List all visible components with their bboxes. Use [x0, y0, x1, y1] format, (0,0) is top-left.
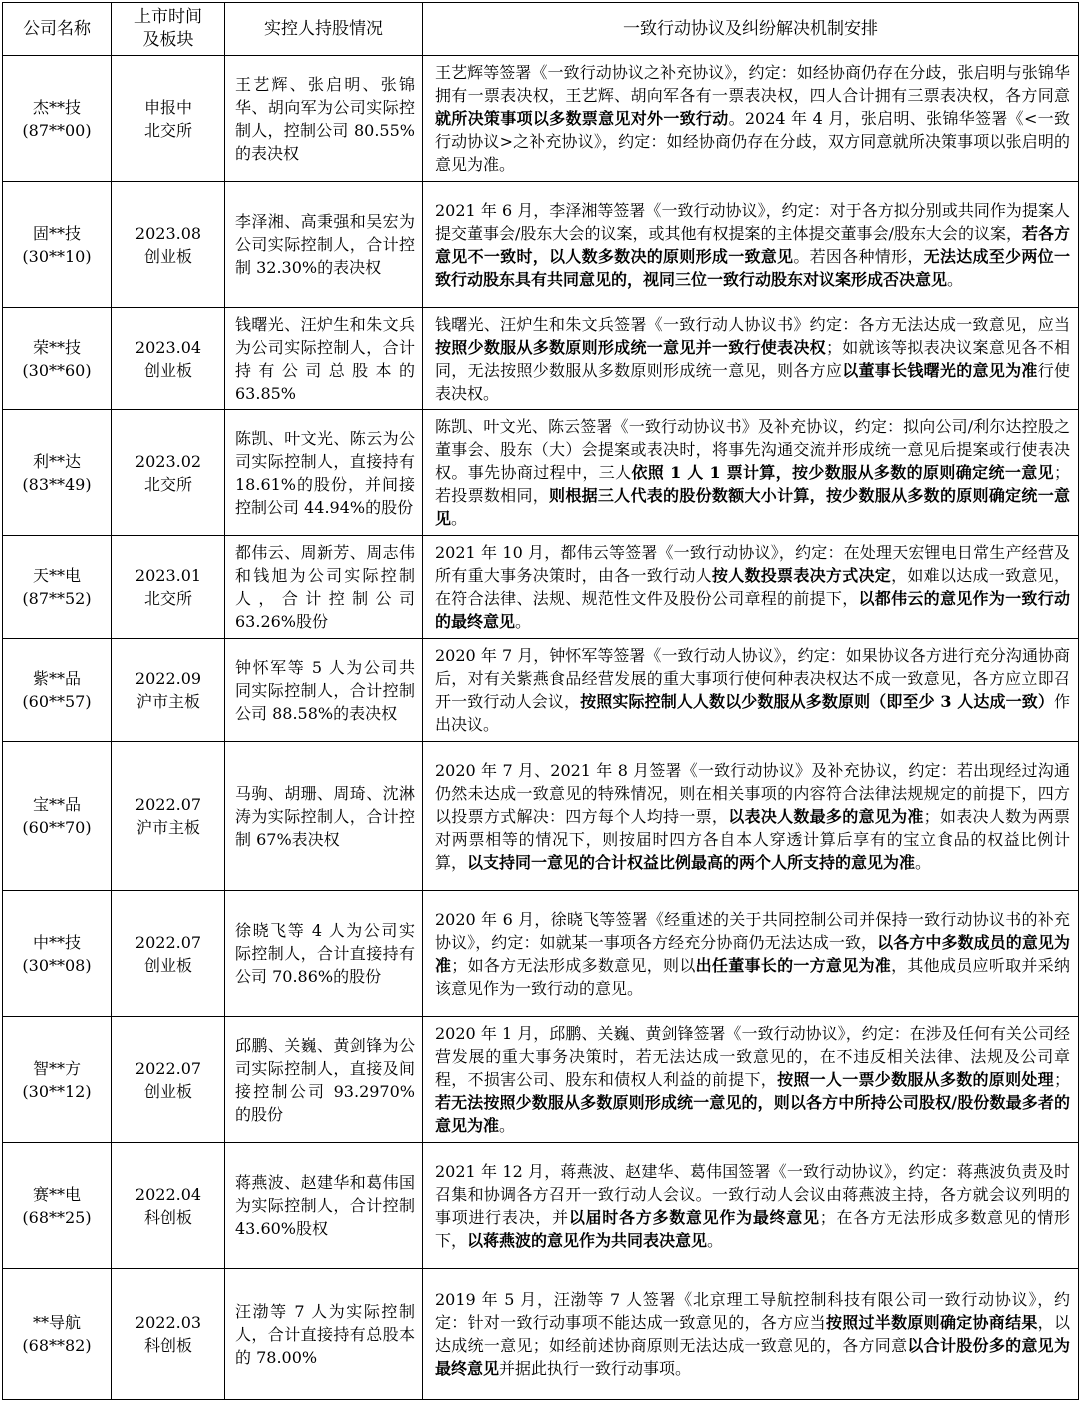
- agreement-text-bold: 以届时各方多数意见作为最终意见: [568, 1207, 820, 1227]
- listing-board: 北交所: [143, 474, 192, 494]
- table-row: [3, 891, 1079, 1017]
- agreement-text: 。: [515, 612, 532, 631]
- company-code: (60**70): [22, 818, 92, 837]
- holding-cell: 陈凯、叶文光、陈云为公司实际控制人，直接持有 18.61%的股份，并间接控制公司 44.94%的股份: [225, 410, 423, 536]
- holding-cell: 邱鹏、关巍、黄剑锋为公司实际控制人，直接及间接控制公司 93.2970%的股份: [225, 1017, 423, 1143]
- company-cell: [3, 742, 112, 891]
- agreement-cell: [423, 1017, 1079, 1143]
- agreement-text-bold: 按照过半数原则确定协商结果: [825, 1313, 1038, 1332]
- holding-cell: 都伟云、周新芳、周志伟和钱旭为公司实际控制人，合计控制公司 63.26%股份: [225, 536, 423, 639]
- holding-cell: 徐晓飞等 4 人为公司实际控制人，合计直接持有公司 70.86%的股份: [225, 891, 423, 1017]
- agreement-text: ；在各方无法形成多数意见的情形下，: [435, 1207, 1070, 1250]
- table-row: [3, 1143, 1079, 1269]
- agreement-text: 2020 年 7 月、2021 年 8 月签署《一致行动协议》及补充协议，约定：若出现经过沟通仍然未达成一致意见的特殊情况，则在相关事项的内容符合法律法规规定的前提下，四方以投票方式解决：四方每个人均持一票，: [435, 760, 1070, 826]
- company-cell: [3, 182, 112, 308]
- listing-time: 2022.03: [134, 1313, 202, 1332]
- listing-board: 科创板: [143, 1336, 192, 1355]
- header-holding: 实控人持股情况: [225, 3, 423, 56]
- agreement-cell: [423, 308, 1079, 410]
- table-row: [3, 410, 1079, 536]
- agreement-text: 行使表决权。: [435, 360, 1070, 403]
- agreement-text: 。: [451, 509, 468, 528]
- agreement-text: ；若投票数相同，: [435, 463, 1070, 505]
- agreement-text: 2021 年 6 月，李泽湘等签署《一致行动协议》，约定：对于各方拟分别或共同作为提案人提交董事会/股东大会的议案，或其他有权提案的主体提交董事会/股东大会的议案，: [435, 200, 1070, 243]
- listing-time: 2022.07: [134, 1058, 202, 1078]
- agreement-text-bold: 就所决策事项以多数票意见对外一致行动: [435, 109, 729, 128]
- agreement-text: 。若因各种情形，: [793, 246, 924, 266]
- company-cell: [3, 1017, 112, 1143]
- listing-cell: [112, 742, 225, 891]
- agreement-text-bold: 若无法按照少数服从多数原则形成统一意见的，则以各方中所持公司股权/股份数最多者的意见为准: [435, 1093, 1070, 1135]
- agreement-text: 2020 年 1 月，邱鹏、关巍、黄剑锋签署《一致行动协议》，约定：在涉及任何有关公司经营发展的重大事务决策时，若无法达成一致意见的，在不违反相关法律、法规及公司章程，不损害公司、股东和债权人利益的前提下，: [435, 1024, 1070, 1089]
- agreement-text: 2020 年 7 月，钟怀军等签署《一致行动人协议》，约定：如果协议各方进行充分沟通协商后，对有关紫燕食品经营发展的重大事项行使何种表决权达不成一致意见，各方应立即召开一致行动人会议，: [435, 646, 1070, 711]
- agreement-text: ，其他成员应听取并采纳该意见作为一致行动的意见。: [435, 955, 1070, 998]
- holding-cell: 李泽湘、高秉强和吴宏为公司实际控制人，合计控制 32.30%的表决权: [225, 182, 423, 308]
- company-cell: [3, 410, 112, 536]
- listing-time: 2023.04: [134, 337, 202, 357]
- agreement-text-bold: 以表决人数最多的意见为准: [728, 806, 924, 826]
- agreement-text: ；如各方无法形成多数意见，则以: [451, 955, 696, 975]
- listing-time: 2022.07: [134, 932, 202, 952]
- listing-cell: [112, 410, 225, 536]
- listing-board: 创业板: [143, 955, 192, 975]
- company-code: (30**12): [22, 1081, 92, 1101]
- listing-time: 2023.08: [134, 223, 202, 243]
- agreement-text-bold: 无法达成至少两位一致行动股东具有共同意见的，视同三位一致行动股东对议案形成否决意见: [435, 246, 1070, 289]
- listing-board: 沪市主板: [135, 692, 200, 711]
- company-name: 紫**品: [32, 669, 81, 688]
- agreement-cell: [423, 639, 1079, 742]
- company-code: (68**82): [22, 1336, 92, 1355]
- agreement-text: 。: [499, 1116, 516, 1135]
- listing-cell: [112, 1017, 225, 1143]
- agreement-table: [2, 2, 1079, 1400]
- company-cell: [3, 56, 112, 182]
- table-row: [3, 308, 1079, 410]
- agreement-text: 。: [947, 269, 964, 289]
- company-name: 荣**技: [32, 337, 81, 357]
- agreement-text: ；如表决人数为两票对两票相等的情况下，则按届时四方各自本人穿透计算后享有的宝立食品的权益比例计算，: [435, 806, 1070, 872]
- agreement-text-bold: 以支持同一意见的合计权益比例最高的两个人所支持的意见为准: [467, 852, 916, 872]
- agreement-cell: [423, 410, 1079, 536]
- agreement-text-bold: 按照少数服从多数原则形成统一意见并一致行使表决权: [435, 337, 826, 357]
- agreement-text: 。2024 年 4 月，张启明、张锦华签署《<一致行动协议>之补充协议》，约定：如经协商仍存在分歧，双方同意就所决策事项以张启明的意见为准。: [435, 109, 1070, 174]
- agreement-text-bold: 依照 1 人 1 票计算，按少数服从多数的原则确定统一意见: [631, 463, 1054, 482]
- agreement-text: 。: [707, 1230, 724, 1250]
- listing-cell: [112, 639, 225, 742]
- listing-cell: [112, 536, 225, 639]
- company-name: 中**技: [32, 932, 81, 952]
- company-code: (30**08): [22, 955, 92, 975]
- listing-cell: [112, 308, 225, 410]
- agreement-text: 2019 年 5 月，汪渤等 7 人签署《北京理工导航控制科技有限公司一致行动协议》，约定：针对一致行动事项不能达成一致意见的，各方应当: [435, 1290, 1070, 1332]
- header-listing-time: 上市时间 及板块: [112, 3, 225, 56]
- company-name: **导航: [32, 1313, 81, 1332]
- table-row: [3, 1269, 1079, 1400]
- company-cell: [3, 1143, 112, 1269]
- table-row: [3, 536, 1079, 639]
- company-name: 利**达: [32, 451, 81, 471]
- agreement-text: 钱曙光、汪炉生和朱文兵签署《一致行动人协议书》约定：各方无法达成一致意见，应当: [435, 314, 1070, 334]
- listing-time: 2022.04: [134, 1184, 202, 1204]
- agreement-cell: [423, 536, 1079, 639]
- agreement-cell: [423, 56, 1079, 182]
- table-row: [3, 182, 1079, 308]
- listing-cell: [112, 56, 225, 182]
- company-name: 宝**品: [32, 795, 81, 814]
- listing-board: 创业板: [143, 246, 192, 266]
- table-row: [3, 742, 1079, 891]
- holding-cell: 钟怀军等 5 人为公司共同实际控制人，合计控制公司 88.58%的表决权: [225, 639, 423, 742]
- listing-cell: [112, 1143, 225, 1269]
- company-code: (68**25): [22, 1207, 92, 1227]
- agreement-text-bold: 按人数投票表决方式决定: [711, 566, 892, 585]
- company-name: 天**电: [32, 566, 81, 585]
- listing-time: 2022.09: [134, 669, 202, 688]
- listing-board: 北交所: [143, 589, 192, 608]
- agreement-text: 并据此执行一致行动事项。: [499, 1359, 692, 1378]
- agreement-cell: [423, 1143, 1079, 1269]
- listing-time: 申报中: [143, 97, 192, 117]
- holding-cell: 汪渤等 7 人为实际控制人，合计直接持有总股本的 78.00%: [225, 1269, 423, 1400]
- table-body: [3, 56, 1079, 1400]
- listing-cell: [112, 891, 225, 1017]
- listing-time: 2023.01: [134, 566, 202, 585]
- agreement-text-bold: 按照实际控制人人数以少数服从多数原则（即至少 3 人达成一致）: [580, 692, 1054, 711]
- company-cell: [3, 308, 112, 410]
- listing-time: 2023.02: [134, 451, 202, 471]
- agreement-text-bold: 以都伟云的意见作为一致行动的最终意见: [435, 589, 1070, 631]
- company-name: 智**方: [32, 1058, 81, 1078]
- header-agreement: 一致行动协议及纠纷解决机制安排: [423, 3, 1079, 56]
- page: [2, 2, 1078, 1400]
- table-row: [3, 56, 1079, 182]
- agreement-text-bold: 则根据三人代表的股份数额大小计算，按少数服从多数的原则确定统一意见: [435, 486, 1070, 528]
- agreement-text: 作出决议。: [435, 692, 1070, 734]
- listing-cell: [112, 182, 225, 308]
- agreement-text: ；如就该等拟表决议案意见各不相同，无法按照少数服从多数原则形成统一意见，则各方应: [435, 337, 1070, 380]
- agreement-text: 。: [915, 852, 932, 872]
- company-name: 固**技: [32, 223, 81, 243]
- company-cell: [3, 891, 112, 1017]
- company-cell: [3, 1269, 112, 1400]
- table-header-row: [3, 3, 1079, 56]
- company-code: (30**60): [22, 360, 92, 380]
- holding-cell: 蒋燕波、赵建华和葛伟国为实际控制人，合计控制 43.60%股权: [225, 1143, 423, 1269]
- agreement-text-bold: 以各方中多数成员的意见为准: [435, 932, 1070, 975]
- listing-board: 创业板: [143, 360, 192, 380]
- agreement-text-bold: 以董事长钱曙光的意见为准: [842, 360, 1038, 380]
- agreement-text-bold: 出任董事长的一方意见为准: [695, 955, 892, 975]
- agreement-text-bold: 按照一人一票少数服从多数的原则处理: [777, 1070, 1054, 1089]
- company-code: (87**52): [22, 589, 92, 608]
- agreement-text: ；: [1053, 1070, 1070, 1089]
- header-company-name: 公司名称: [3, 3, 112, 56]
- table-row: [3, 639, 1079, 742]
- listing-cell: [112, 1269, 225, 1400]
- agreement-text: ，如难以达成一致意见，在符合法律、法规、规范性文件及股份公司章程的前提下，: [435, 566, 1070, 608]
- agreement-text-bold: 若各方意见不一致时，以人数多数决的原则形成一致意见: [435, 223, 1070, 266]
- agreement-text: 王艺辉等签署《一致行动协议之补充协议》，约定：如经协商仍存在分歧，张启明与张锦华拥有一票表决权，王艺辉、胡向军各有一票表决权，四人合计拥有三票表决权，各方同意: [435, 63, 1070, 105]
- agreement-text: ，以达成统一意见；如经前述协商原则无法达成一致意见的，各方同意: [435, 1313, 1070, 1355]
- agreement-text: 2021 年 10 月，都伟云等签署《一致行动协议》，约定：在处理天宏锂电日常生产经营及所有重大事务决策时，由各一致行动人: [435, 543, 1070, 585]
- company-code: (60**57): [22, 692, 92, 711]
- listing-board: 北交所: [143, 120, 192, 140]
- agreement-text: 陈凯、叶文光、陈云签署《一致行动协议书》及补充协议，约定：拟向公司/利尔达控股之董事会、股东（大）会提案或表决时，将事先沟通交流并形成统一意见后提案或行使表决权。事先协商过程中，三人: [435, 417, 1070, 482]
- table-row: [3, 1017, 1079, 1143]
- company-name: 杰**技: [32, 97, 81, 117]
- company-cell: [3, 536, 112, 639]
- company-code: (30**10): [22, 246, 92, 266]
- holding-cell: 马驹、胡珊、周琦、沈淋涛为实际控制人，合计控制 67%表决权: [225, 742, 423, 891]
- agreement-cell: [423, 742, 1079, 891]
- listing-board: 沪市主板: [135, 818, 200, 837]
- company-name: 赛**电: [32, 1184, 81, 1204]
- agreement-text-bold: 以蒋燕波的意见作为共同表决意见: [467, 1230, 708, 1250]
- company-cell: [3, 639, 112, 742]
- holding-cell: 钱曙光、汪炉生和朱文兵为公司实际控制人，合计持有公司总股本的 63.85%: [225, 308, 423, 410]
- listing-time: 2022.07: [134, 795, 202, 814]
- company-code: (83**49): [22, 474, 92, 494]
- holding-cell: 王艺辉、张启明、张锦华、胡向军为公司实际控制人，控制公司 80.55%的表决权: [225, 56, 423, 182]
- company-code: (87**00): [22, 120, 92, 140]
- listing-board: 创业板: [143, 1081, 192, 1101]
- listing-board: 科创板: [143, 1207, 192, 1227]
- agreement-cell: [423, 182, 1079, 308]
- agreement-cell: [423, 891, 1079, 1017]
- agreement-text-bold: 以合计股份多的意见为最终意见: [435, 1336, 1070, 1378]
- agreement-text: 2020 年 6 月，徐晓飞等签署《经重述的关于共同控制公司并保持一致行动协议书的补充协议》，约定：如就某一事项各方经充分协商仍无法达成一致，: [435, 909, 1070, 952]
- agreement-text: 2021 年 12 月，蒋燕波、赵建华、葛伟国签署《一致行动协议》，约定：蒋燕波负责及时召集和协调各方召开一致行动人会议。一致行动人会议由蒋燕波主持，各方就会议列明的事项进行表决，并: [435, 1161, 1070, 1227]
- agreement-cell: [423, 1269, 1079, 1400]
